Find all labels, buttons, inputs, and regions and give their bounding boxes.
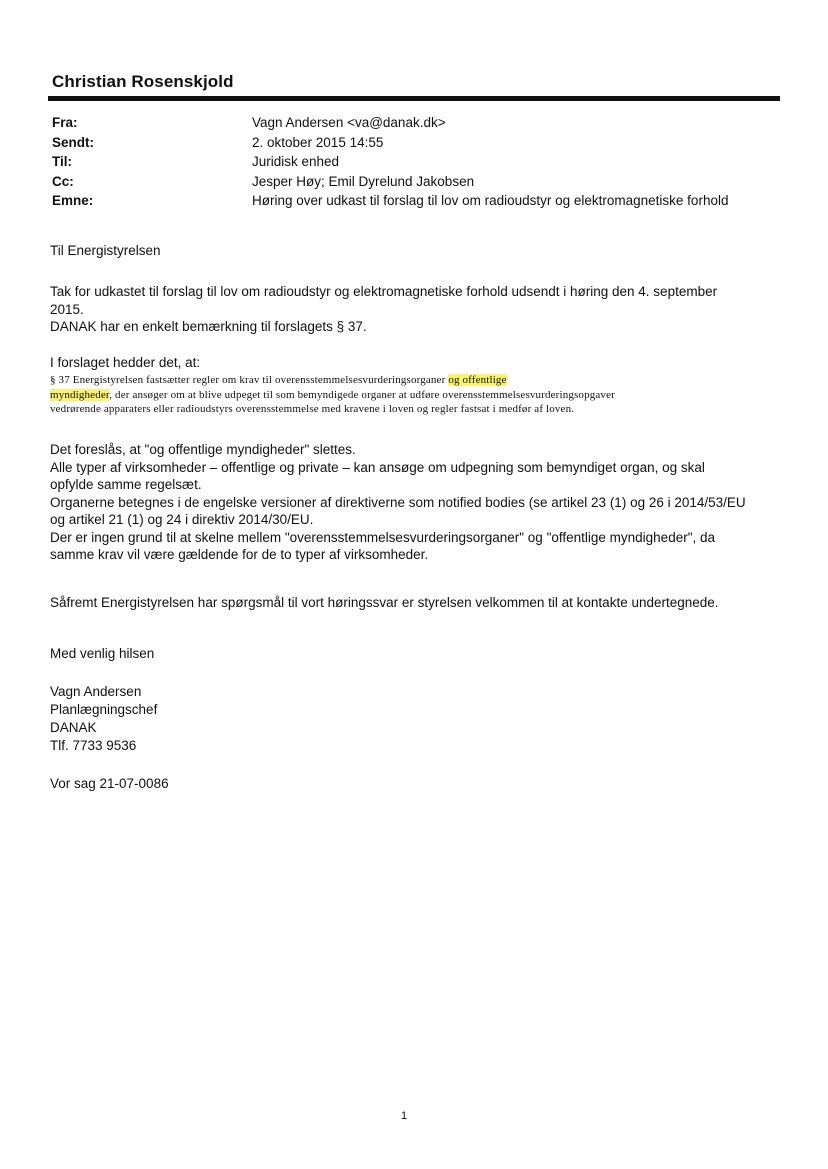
- cc-label: Cc:: [52, 173, 74, 189]
- sent-value: 2. oktober 2015 14:55: [252, 134, 384, 150]
- quoted-paragraph: [50, 373, 750, 417]
- cc-value: Jesper Høy; Emil Dyrelund Jakobsen: [252, 173, 475, 189]
- subject-label: Emne:: [52, 193, 94, 208]
- signature-name: Vagn Andersen: [50, 684, 142, 699]
- signature-block: [50, 683, 780, 755]
- signature-phone: Tlf. 7733 9536: [50, 738, 137, 753]
- highlighted-text: myndigheder: [50, 388, 110, 401]
- proposal-line: Det foreslås, at "og offentlige myndigheder" slettes.: [50, 442, 356, 457]
- signature-org: DANAK: [50, 720, 97, 735]
- reason-line: Alle typer af virksomheder – offentlige og private – kan ansøge om udpegning som bemyndiget organ, og skal: [50, 459, 705, 475]
- to-label: Til:: [52, 154, 72, 169]
- quote-intro: I forslaget hedder det, at:: [50, 355, 201, 370]
- reason-line: og artikel 21 (1) og 24 i direktiv 2014/30/EU.: [50, 512, 314, 527]
- case-reference: Vor sag 21-07-0086: [50, 776, 169, 791]
- sender-name: Christian Rosenskjold: [52, 72, 234, 91]
- subject-value: Høring over udkast til forslag til lov om radioudstyr og elektromagnetiske forhold: [252, 193, 729, 208]
- closing-offer: Såfremt Energistyrelsen har spørgsmål til vort høringssvar er styrelsen velkommen til at kontakte undertegnede.: [50, 595, 719, 610]
- intro-line: Tak for udkastet til forslag til lov om radioudstyr og elektromagnetiske forhold udsendt i høring den 4. september: [50, 284, 718, 299]
- reason-line: Der er ingen grund til at skelne mellem "overensstemmelsesvurderingsorganer" og "offentlige myndigheder", da: [50, 529, 716, 545]
- header-row-from: [52, 113, 792, 133]
- intro-line: 2015.: [50, 301, 84, 317]
- from-value: Vagn Andersen <va@danak.dk>: [252, 115, 446, 130]
- quote-text: , der ansøger om at blive udpeget til som bemyndigede organer at udføre overensstemmelsesvurderingsopgaver: [109, 388, 615, 401]
- quote-text: § 37 Energistyrelsen fastsætter regler om krav til overensstemmelsesvurderingsorganer: [50, 374, 446, 386]
- signature-title: Planlægningschef: [50, 702, 158, 717]
- header-rule: [48, 96, 780, 101]
- intro-line: DANAK har en enkelt bemærkning til forslagets § 37.: [50, 319, 367, 334]
- greeting: Til Energistyrelsen: [50, 243, 161, 258]
- email-header-fields: [52, 113, 792, 211]
- argument-paragraph: [50, 441, 780, 564]
- quote-text: vedrørende apparaters eller radioudstyrs overensstemmelse med kravene i loven og regler fastsat i medfør af loven.: [50, 403, 575, 415]
- reason-line: opfylde samme regelsæt.: [50, 477, 202, 492]
- reason-line: Organerne betegnes i de engelske versioner af direktiverne som notified bodies (se artikel 23 (1) og 26 i 2014/53/EU: [50, 494, 746, 510]
- header-row-subject: [52, 191, 792, 211]
- reason-line: samme krav vil være gældende for de to typer af virksomheder.: [50, 547, 429, 562]
- sign-off: Med venlig hilsen: [50, 646, 155, 661]
- page-number: 1: [400, 1110, 408, 1122]
- header-row-sent: [52, 133, 792, 153]
- intro-paragraph: [50, 283, 780, 336]
- header-row-to: [52, 152, 792, 172]
- highlighted-text: og offentlige: [448, 374, 507, 386]
- to-value: Juridisk enhed: [252, 154, 340, 169]
- from-label: Fra:: [52, 115, 78, 130]
- sent-label: Sendt:: [52, 134, 94, 150]
- header-row-cc: [52, 172, 792, 192]
